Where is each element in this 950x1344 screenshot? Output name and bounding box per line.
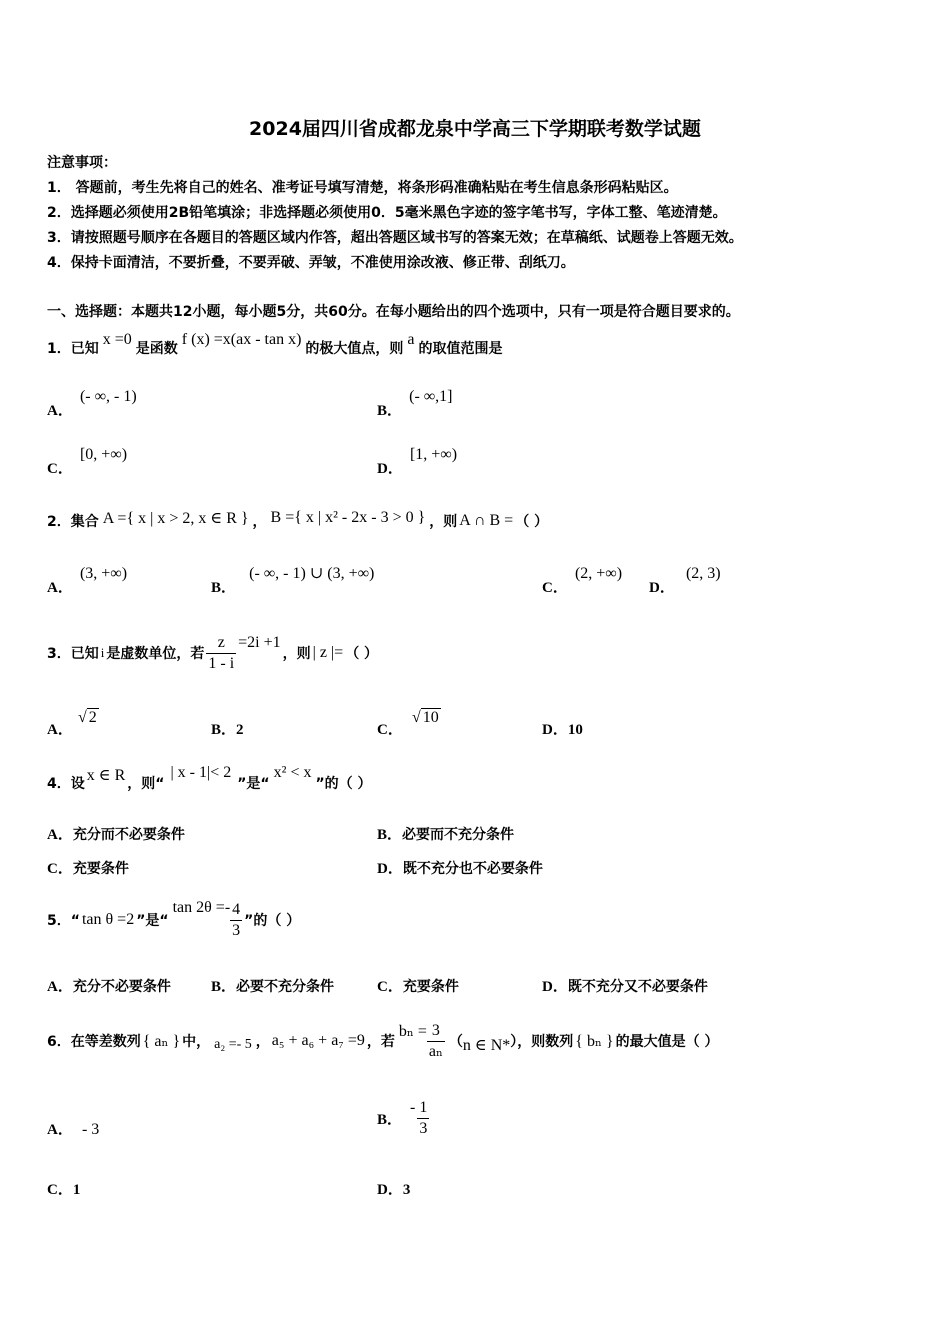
q2-option-d-value: (2, 3) <box>685 565 721 582</box>
q6-text-1: 6．在等差数列 <box>47 1034 141 1050</box>
q6-math-n-in-n: n ∈ N* <box>462 1037 511 1054</box>
q3-math-modulus: | z |= <box>312 644 344 661</box>
q5-option-c-value: 充要条件 <box>402 979 459 995</box>
q6-option-c-label: C． <box>47 1182 73 1198</box>
q3-option-c-label: C． <box>377 722 403 738</box>
question-5 <box>47 890 300 950</box>
q1-text-4: 的取值范围是 <box>418 341 503 357</box>
q2-math-set-a: A ={ x | x > 2, x ∈ R } <box>102 510 249 527</box>
q5-option-d-label: D． <box>542 979 568 995</box>
question-1 <box>47 330 503 366</box>
q6-math-bn: bₙ = <box>398 1023 427 1040</box>
q2-option-c[interactable] <box>542 562 623 596</box>
q2-option-d[interactable] <box>649 562 721 596</box>
q1-math-function: f (x) =x(ax - tan x) <box>181 331 302 348</box>
q4-option-a-label: A． <box>47 827 73 843</box>
q3-option-b[interactable] <box>211 718 244 739</box>
notice-item-2: 2．选择题必须使用2B铅笔填涂；非选择题必须使用0．5毫米黑色字迹的签字笔书写，字体工整、笔迹清楚。 <box>47 205 727 221</box>
question-4 <box>47 763 372 803</box>
q6-option-c[interactable] <box>47 1178 80 1199</box>
q6-option-a-value: - 3 <box>81 1121 100 1138</box>
q3-fraction-denominator: 1 - i <box>208 654 235 672</box>
question-6 <box>47 1010 718 1072</box>
q4-option-c-label: C． <box>47 861 73 877</box>
q3-option-b-label: B． <box>211 722 237 738</box>
q4-option-d-value: 既不充分也不必要条件 <box>402 861 543 877</box>
q5-option-c[interactable] <box>377 975 459 996</box>
q6-option-d-value: 3 <box>402 1182 411 1198</box>
q5-math-tan2: tan 2θ =- <box>172 899 231 916</box>
q2-math-set-b: B ={ x | x² - 2x - 3 > 0 } <box>270 509 426 526</box>
q6-option-a[interactable] <box>47 1118 99 1139</box>
q5-option-d[interactable] <box>542 975 708 996</box>
q5-text-3: ”的（ ） <box>244 913 301 929</box>
q3-option-c-value <box>412 709 441 727</box>
q3-text-2: 是虚数单位，若 <box>106 646 205 662</box>
q2-option-a-value: (3, +∞) <box>79 565 128 582</box>
q1-option-d-label: D． <box>377 461 403 477</box>
q2-text-3: ，则 <box>429 514 458 530</box>
q6-fraction-numerator: 3 <box>431 1021 440 1039</box>
q4-option-d-label: D． <box>377 861 403 877</box>
notice-item-3: 3．请按照题号顺序在各题目的答题区域内作答，超出答题区域书写的答案无效；在草稿纸、试题卷上答题无效。 <box>47 230 743 246</box>
q5-math-tan: tan θ =2 <box>81 911 135 928</box>
q4-text-4: ”的（ ） <box>315 776 372 792</box>
q4-option-d[interactable] <box>377 857 543 878</box>
q4-option-b-label: B． <box>377 827 403 843</box>
q3-option-d-value: 10 <box>567 722 583 738</box>
q5-option-b[interactable] <box>211 975 334 996</box>
q2-option-a-label: A． <box>47 580 73 596</box>
q6-option-b-fraction <box>417 1099 429 1137</box>
q4-text-2: ，则“ <box>127 776 165 792</box>
q2-option-b[interactable] <box>211 562 375 596</box>
q3-option-a-radicand: 2 <box>88 709 97 726</box>
q3-option-a-label: A． <box>47 722 73 738</box>
q3-option-c-radicand: 10 <box>422 709 439 726</box>
q5-option-a-value: 充分不必要条件 <box>72 979 171 995</box>
q2-text-1: 2．集合 <box>47 514 99 530</box>
q6-math-sum: a₅ + a₆ + a₇ =9 <box>271 1032 365 1049</box>
q2-option-b-value: (- ∞, - 1) ∪ (3, +∞) <box>249 565 375 582</box>
q6-fraction <box>427 1022 445 1060</box>
question-3 <box>47 621 378 685</box>
q4-math-quadratic: x² < x <box>273 764 312 781</box>
q1-option-b[interactable] <box>377 385 453 419</box>
q4-math-x-in-r: x ∈ R <box>86 767 126 784</box>
sqrt-sign-icon: √ <box>77 709 87 726</box>
q3-fraction-numerator: z <box>217 633 225 651</box>
q2-text-2: ， <box>252 514 267 530</box>
q1-option-d-value: [1, +∞) <box>409 446 458 463</box>
q4-option-a-value: 充分而不必要条件 <box>72 827 185 843</box>
q1-text-2: 是函数 <box>135 341 178 357</box>
q6-fraction-denominator: aₙ <box>428 1042 443 1060</box>
q3-option-c[interactable] <box>377 706 441 738</box>
q6-option-b-numerator: 1 <box>419 1098 428 1116</box>
q6-option-b[interactable] <box>377 1094 429 1142</box>
question-2 <box>47 503 548 539</box>
notice-item-4: 4．保持卡面清洁，不要折叠，不要弄破、弄皱，不准使用涂改液、修正带、刮纸刀。 <box>47 255 575 271</box>
q4-text-1: 4．设 <box>47 776 85 792</box>
q1-option-c[interactable] <box>47 443 128 477</box>
q5-fraction-denominator: 3 <box>232 921 241 939</box>
q3-math-rhs: =2i +1 <box>238 634 281 651</box>
q5-text-1: 5．“ <box>47 913 80 929</box>
q6-option-c-value: 1 <box>72 1182 81 1198</box>
q1-text-3: 的极大值点，则 <box>305 341 404 357</box>
q2-math-intersection: A ∩ B = <box>459 512 514 529</box>
q4-option-c-value: 充要条件 <box>72 861 129 877</box>
q2-option-c-label: C． <box>542 580 568 596</box>
q2-option-c-value: (2, +∞) <box>574 565 623 582</box>
q5-option-c-label: C． <box>377 979 403 995</box>
q3-text-4: （ ） <box>345 646 379 662</box>
q5-fraction-numerator: 4 <box>232 900 241 918</box>
q3-fraction <box>206 634 236 672</box>
q6-math-a2: a₂ =- 5 <box>214 1037 252 1052</box>
q3-option-d-label: D． <box>542 722 568 738</box>
q6-text-4: ，若 <box>366 1034 395 1050</box>
q1-text-1: 1．已知 <box>47 341 99 357</box>
q6-text-5: （ <box>448 1034 463 1050</box>
section-heading: 一、选择题：本题共12小题，每小题5分，共60分。在每小题给出的四个选项中，只有一项是符合题目要求的。 <box>47 304 740 320</box>
q6-text-2: 中， <box>182 1034 211 1050</box>
q3-math-i: i <box>100 645 105 660</box>
q6-math-sequence-a: { aₙ } <box>142 1033 181 1050</box>
q4-option-b-value: 必要而不充分条件 <box>402 827 515 843</box>
notice-heading: 注意事项： <box>47 155 117 171</box>
q5-option-b-value: 必要不充分条件 <box>236 979 335 995</box>
q1-math-a: a <box>407 331 415 348</box>
q1-math-x0: x =0 <box>102 331 132 348</box>
q1-option-b-label: B． <box>377 403 403 419</box>
q6-text-6: ），则数列 <box>510 1034 574 1050</box>
q1-option-a-label: A． <box>47 403 73 419</box>
q1-option-a-value: (- ∞, - 1) <box>79 388 137 405</box>
q2-option-b-label: B． <box>211 580 237 596</box>
q1-option-d[interactable] <box>377 443 458 477</box>
q6-option-d-label: D． <box>377 1182 403 1198</box>
q3-option-a-value <box>78 709 99 727</box>
q6-option-d[interactable] <box>377 1178 410 1199</box>
q2-option-d-label: D． <box>649 580 675 596</box>
q4-option-b[interactable] <box>377 823 514 844</box>
q5-option-a-label: A． <box>47 979 73 995</box>
q2-text-4: （ ） <box>515 514 549 530</box>
q6-text-7: 的最大值是（ ） <box>615 1034 719 1050</box>
q4-option-c[interactable] <box>47 857 129 878</box>
q6-option-b-label: B． <box>377 1111 403 1128</box>
q5-option-d-value: 既不充分又不必要条件 <box>567 979 708 995</box>
q6-option-b-sign: - <box>410 1099 416 1116</box>
q6-math-sequence-b: { bₙ } <box>575 1033 614 1050</box>
q1-option-c-label: C． <box>47 461 73 477</box>
q5-option-a[interactable] <box>47 975 171 996</box>
q5-text-2: ”是“ <box>136 913 169 929</box>
q1-option-c-value: [0, +∞) <box>79 446 128 463</box>
q4-option-a[interactable] <box>47 823 185 844</box>
q4-text-3: ”是“ <box>237 776 270 792</box>
q3-text-3: ，则 <box>282 646 311 662</box>
q5-fraction <box>230 901 242 939</box>
q3-option-a[interactable] <box>47 706 99 738</box>
q2-option-a[interactable] <box>47 562 128 596</box>
q6-text-3: ， <box>255 1034 270 1050</box>
q3-option-d[interactable] <box>542 718 583 739</box>
notice-item-1: 1． 答题前，考生先将自己的姓名、准考证号填写清楚，将条形码准确粘贴在考生信息条形码粘贴区。 <box>47 180 678 196</box>
q3-text-1: 3．已知 <box>47 646 99 662</box>
sqrt-sign-icon: √ <box>411 709 421 726</box>
q4-math-abs: | x - 1|< 2 <box>170 764 232 781</box>
q1-option-b-value: (- ∞,1] <box>409 388 453 405</box>
q5-option-b-label: B． <box>211 979 237 995</box>
q1-option-a[interactable] <box>47 385 137 419</box>
page-title: 2024届四川省成都龙泉中学高三下学期联考数学试题 <box>249 118 701 140</box>
q6-option-b-denominator: 3 <box>419 1119 428 1137</box>
q3-option-b-value: 2 <box>236 722 244 738</box>
q6-option-a-label: A． <box>47 1122 73 1138</box>
